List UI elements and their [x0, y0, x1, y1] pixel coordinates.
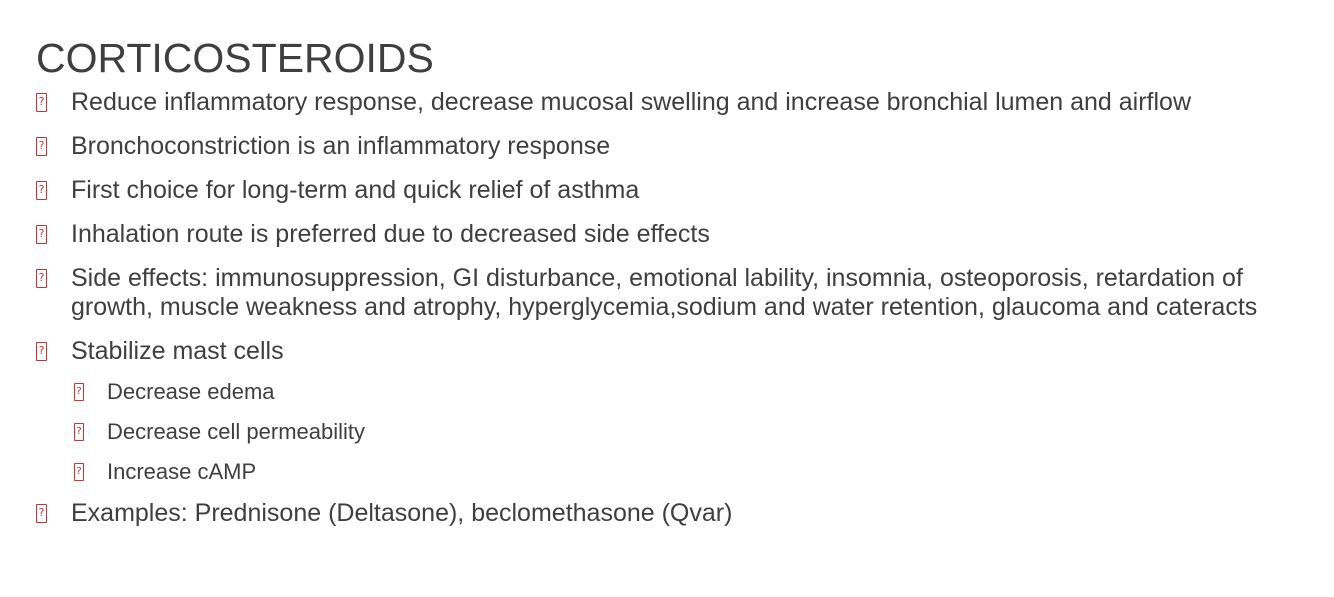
- missing-glyph-box-icon: ?: [36, 181, 47, 200]
- missing-glyph-box-icon: ?: [36, 225, 47, 244]
- missing-glyph-box-icon: ?: [36, 269, 47, 288]
- missing-glyph-box-icon: ?: [36, 342, 47, 361]
- bullet-item: [36, 132, 1306, 161]
- sub-bullet-text: Increase cAMP: [107, 459, 257, 484]
- sub-bullet-text: Decrease cell permeability: [107, 419, 365, 444]
- bullet-item: [36, 499, 1306, 528]
- sub-bullet-item: [36, 379, 1306, 405]
- bullet-item: [36, 264, 1306, 322]
- bullet-text: Inhalation route is preferred due to decreased side effects: [71, 220, 710, 248]
- bullet-list: [36, 84, 1306, 528]
- bullet-text: Reduce inflammatory response, decrease mucosal swelling and increase bronchial lumen and airflow: [71, 88, 1192, 116]
- missing-glyph-box-icon: ?: [36, 137, 47, 156]
- bullet-text: Bronchoconstriction is an inflammatory response: [71, 132, 611, 160]
- bullet-item: [36, 337, 1306, 366]
- bullet-text: First choice for long-term and quick relief of asthma: [71, 176, 640, 204]
- bullet-text: Stabilize mast cells: [71, 337, 284, 365]
- missing-glyph-box-icon: ?: [36, 504, 47, 523]
- bullet-text: Examples: Prednisone (Deltasone), beclomethasone (Qvar): [71, 499, 733, 527]
- bullet-item: [36, 220, 1306, 249]
- sub-bullet-item: [36, 459, 1306, 485]
- sub-bullet-text: Decrease edema: [107, 379, 275, 404]
- missing-glyph-box-icon: ?: [74, 463, 84, 481]
- bullet-item: [36, 88, 1306, 117]
- missing-glyph-box-icon: ?: [74, 383, 84, 401]
- sub-bullet-item: [36, 419, 1306, 445]
- bullet-item: [36, 176, 1306, 205]
- missing-glyph-box-icon: ?: [74, 423, 84, 441]
- slide-title: CORTICOSTEROIDS: [36, 35, 434, 81]
- missing-glyph-box-icon: ?: [36, 93, 47, 112]
- bullet-text: Side effects: immunosuppression, GI disturbance, emotional lability, insomnia, osteoporosis, retardation of growth, muscle weakness and atrophy, hyperglycemia,sodium and water retention, glaucoma and cateracts: [71, 264, 1258, 321]
